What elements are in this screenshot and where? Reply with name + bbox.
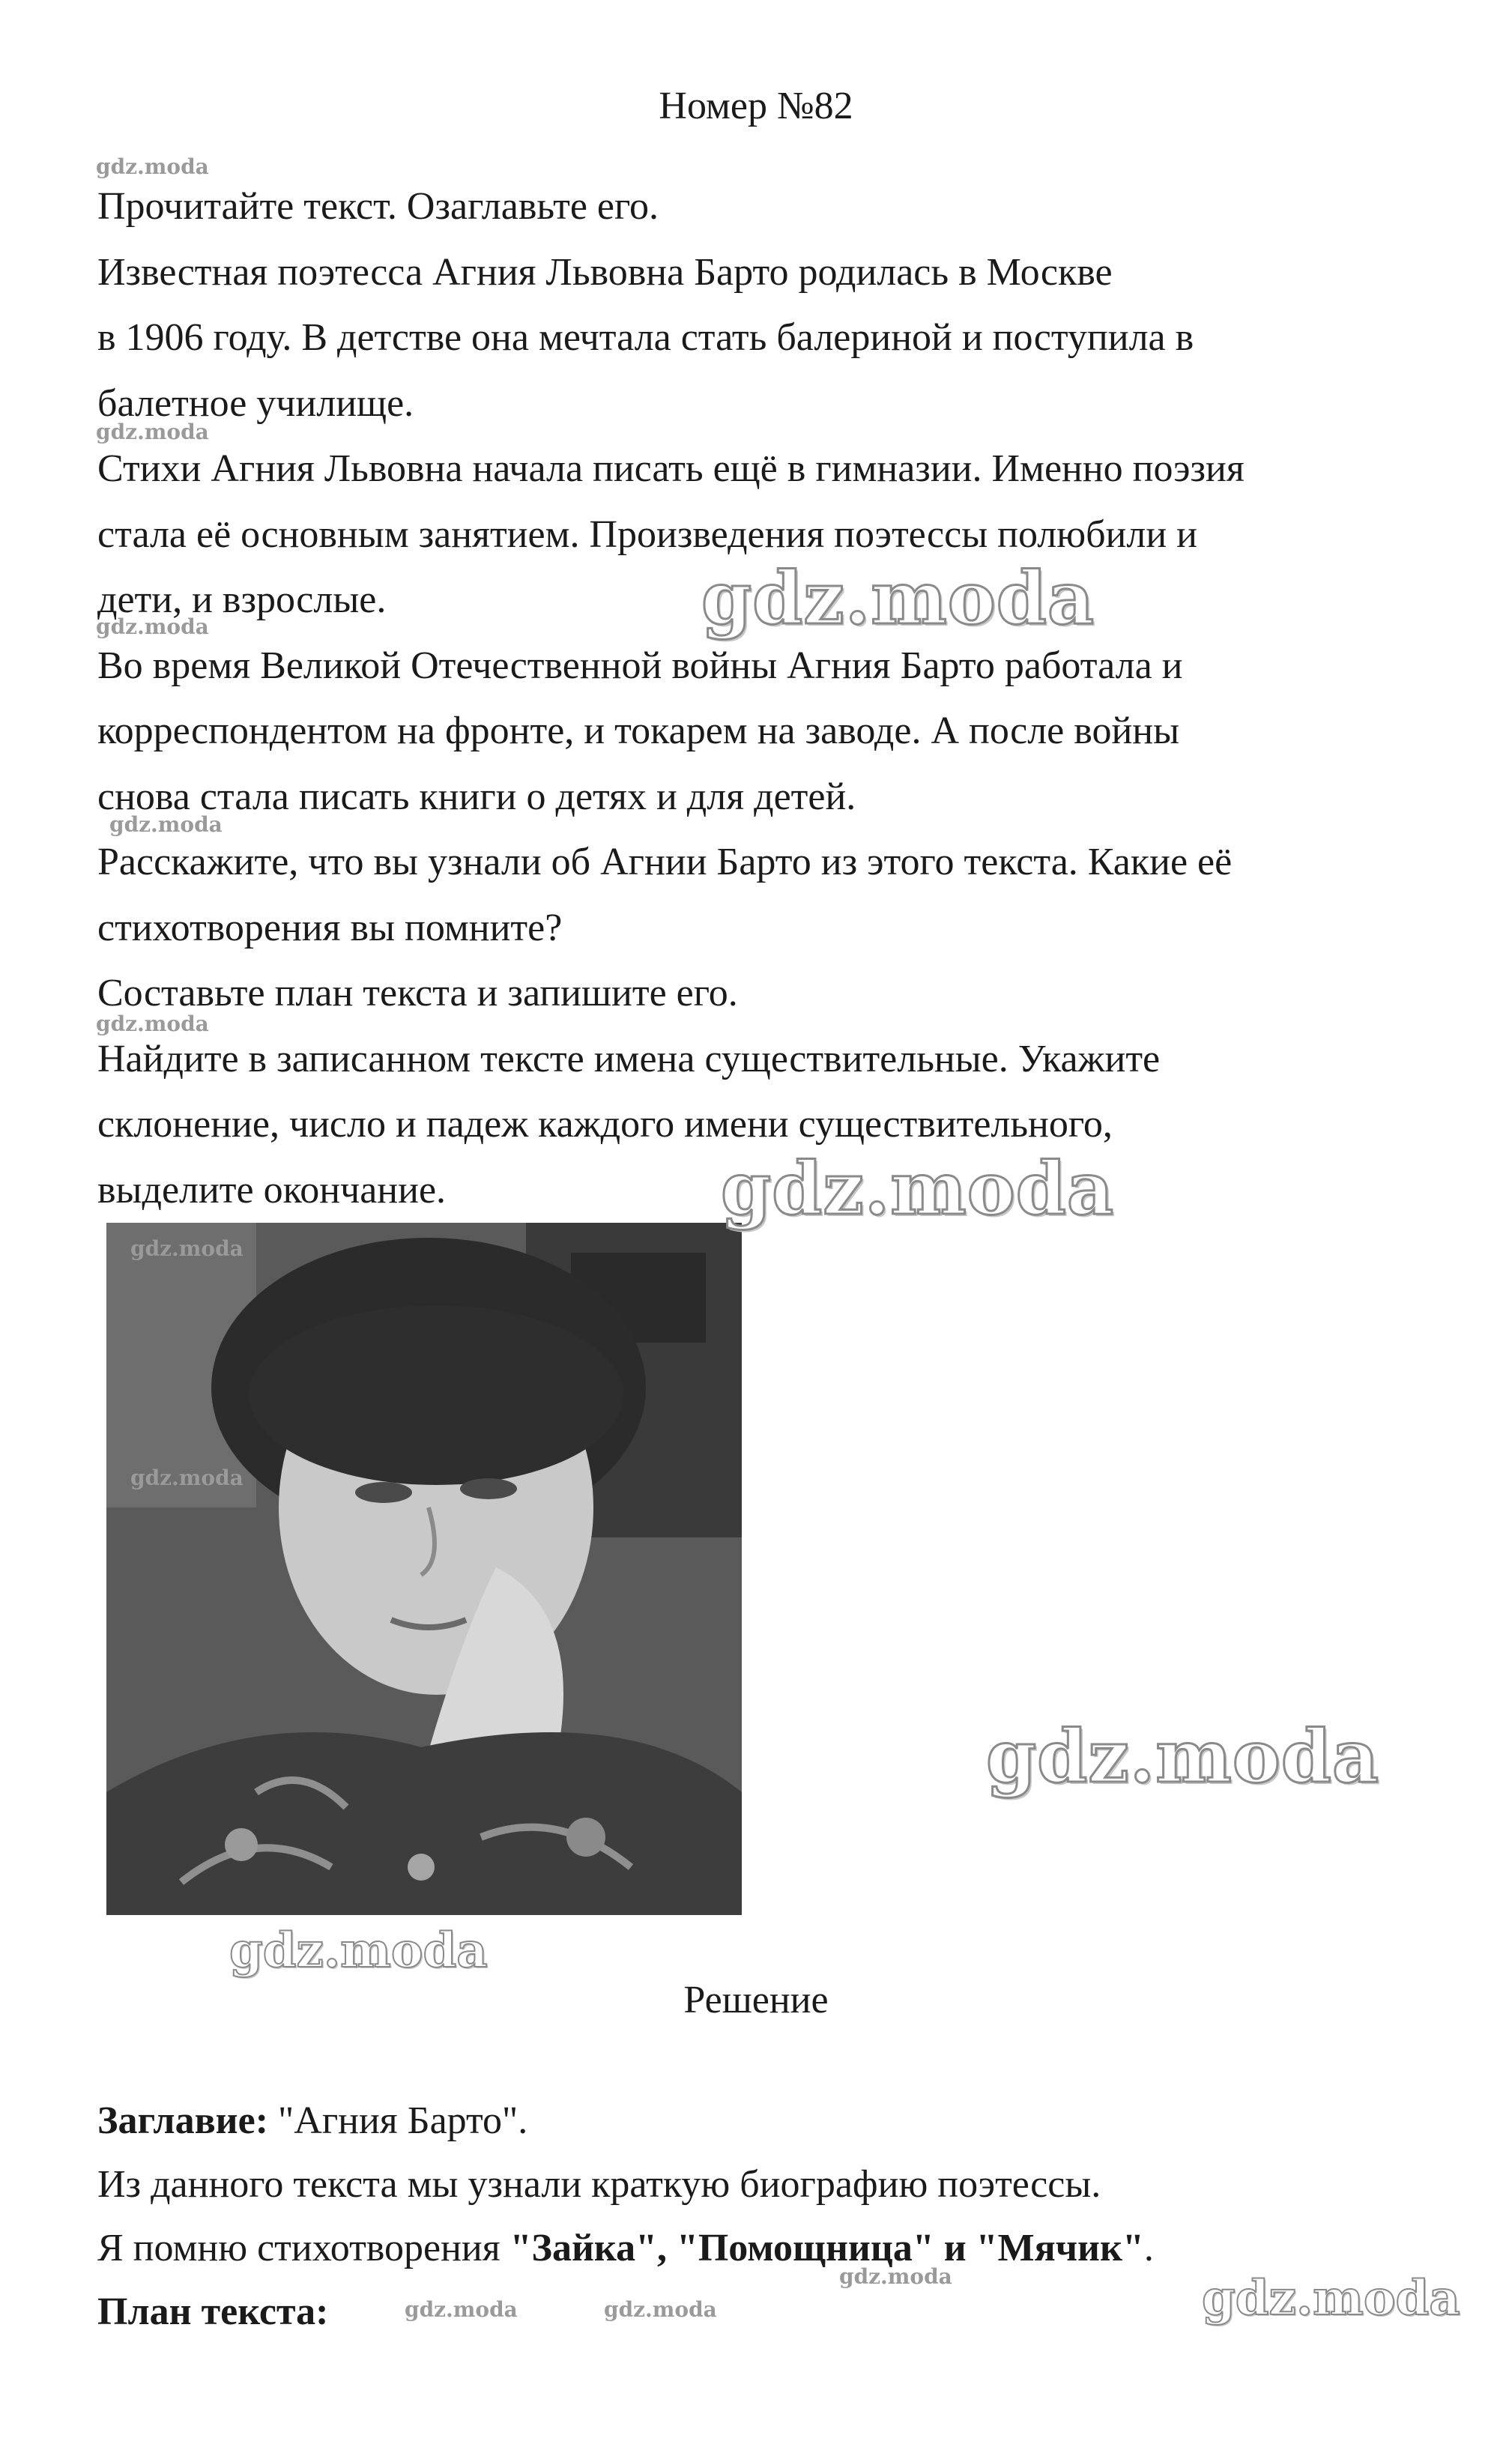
task-line: корреспондентом на фронте, и токарем на заводе. А после войны [97,710,1180,752]
answer-line: Из данного текста мы узнали краткую биографию поэтессы. [97,2163,1101,2206]
watermark-medium: gdz.moda [1202,2270,1460,2326]
task-line: стала её основным занятием. Произведения поэтессы полюбили и [97,512,1197,556]
watermark: gdz.moda [96,614,209,639]
poems-prefix: Я помню стихотворения [97,2227,510,2269]
task-line: склонение, число и падеж каждого имени существительного, [97,1103,1113,1146]
task-line: дети, и взрослые. [97,578,387,621]
watermark-large: gdz.moda [701,556,1095,641]
task-line: стихотворения вы помните? [97,906,563,949]
task-line: Во время Великой Отечественной войны Агния Барто работала и [97,644,1183,687]
watermark: gdz.moda [839,2264,952,2289]
answer-title-line [97,2089,1446,2153]
task-line: Известная поэтесса Агния Львовна Барто родилась в Москве [97,250,1113,294]
watermark-medium: gdz.moda [229,1923,488,1979]
watermark: gdz.moda [130,1466,244,1490]
watermark-large: gdz.moda [986,1714,1380,1799]
watermark-large: gdz.moda [721,1146,1115,1231]
task-text [97,174,1446,1223]
task-line: Расскажите, что вы узнали об Агнии Барто из этого текста. Какие её [97,841,1233,883]
title-value: "Агния Барто". [268,2099,528,2142]
page-title: Номер №82 [659,85,853,127]
task-line: Прочитайте текст. Озаглавьте его. [97,185,659,228]
portrait-photo [106,1223,742,1915]
watermark: gdz.moda [405,2297,518,2322]
title-label: Заглавие: [97,2099,269,2142]
solution-heading: Решение [683,1979,829,2021]
watermark: gdz.moda [96,154,209,179]
task-line: балетное училище. [97,381,414,425]
task-line: Стихи Агния Львовна начала писать ещё в гимназии. Именно поэзия [97,447,1245,490]
watermark: gdz.moda [109,812,223,837]
task-line: снова стала писать книги о детях и для детей. [97,775,856,818]
task-line: в 1906 году. В детстве она мечтала стать балериной и поступила в [97,316,1194,359]
poems-suffix: . [1143,2227,1154,2269]
watermark: gdz.moda [130,1236,244,1261]
task-line: выделите окончание. [97,1168,447,1212]
watermark: gdz.moda [96,420,209,444]
watermark: gdz.moda [604,2297,717,2322]
watermark: gdz.moda [96,1011,209,1036]
poems-list: "Зайка", "Помощница" и "Мячик" [509,2227,1144,2269]
task-line: Найдите в записанном тексте имена существительные. Укажите [97,1037,1161,1080]
task-line: Составьте план текста и запишите его. [97,972,738,1014]
portrait-illustration [106,1223,742,1915]
plan-label: План текста: [97,2290,329,2333]
